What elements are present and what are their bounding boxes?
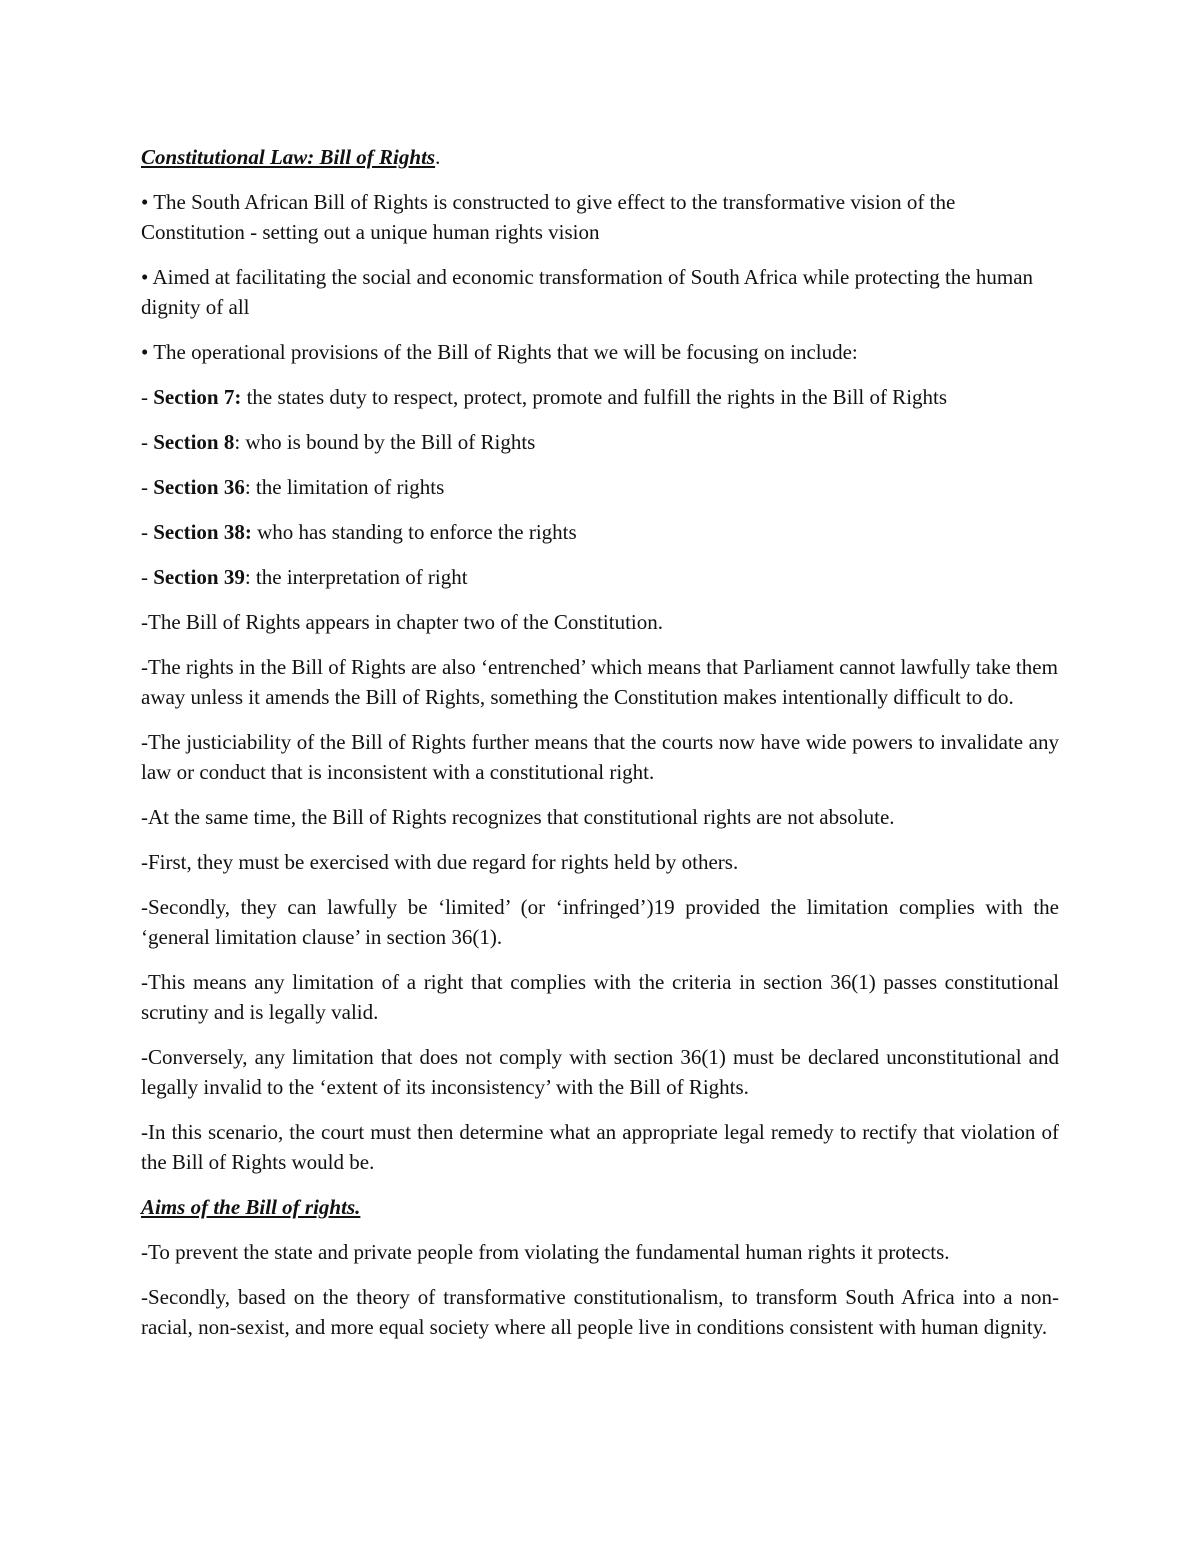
section-label: Section 39 <box>153 565 245 589</box>
aims-paragraph: -Secondly, based on the theory of transformative constitutionalism, to transform South Africa into a non-racial, non-sexist, and more equal society where all people live in conditions consistent with human dignity. <box>141 1285 1059 1339</box>
aims-heading-line <box>141 1192 1059 1222</box>
document-title: Constitutional Law: Bill of Rights <box>141 145 436 169</box>
body-paragraph: -At the same time, the Bill of Rights recognizes that constitutional rights are not absolute. <box>141 805 895 829</box>
bullet-paragraph: • The operational provisions of the Bill of Rights that we will be focusing on include: <box>141 340 858 364</box>
section-prefix: - <box>141 520 154 544</box>
section-text: : the interpretation of right <box>244 565 468 589</box>
body-paragraph: -In this scenario, the court must then determine what an appropriate legal remedy to rectify that violation of the Bill of Rights would be. <box>141 1120 1059 1174</box>
section-item <box>141 472 1059 502</box>
body-paragraph: -This means any limitation of a right that complies with the criteria in section 36(1) passes constitutional scrutiny and is legally valid. <box>141 970 1059 1024</box>
section-prefix: - <box>141 475 154 499</box>
body-paragraph: -Secondly, they can lawfully be ‘limited’ (or ‘infringed’)19 provided the limitation complies with the ‘general limitation clause’ in section 36(1). <box>141 895 1059 949</box>
section-prefix: - <box>141 565 154 589</box>
section-prefix: - <box>141 430 154 454</box>
bullet-paragraph: • The South African Bill of Rights is constructed to give effect to the transformative vision of the Constitution - setting out a unique human rights vision <box>141 190 956 244</box>
aims-heading: Aims of the Bill of rights. <box>141 1195 361 1219</box>
title-period: . <box>435 145 441 169</box>
aims-paragraph: -To prevent the state and private people from violating the fundamental human rights it protects. <box>141 1240 950 1264</box>
section-label: Section 36 <box>153 475 245 499</box>
body-paragraph: -The Bill of Rights appears in chapter two of the Constitution. <box>141 610 663 634</box>
document-title-line <box>141 142 1059 172</box>
section-text: : who is bound by the Bill of Rights <box>234 430 536 454</box>
section-label: Section 7: <box>153 385 242 409</box>
section-item <box>141 427 1059 457</box>
section-prefix: - <box>141 385 154 409</box>
section-text: the states duty to respect, protect, promote and fulfill the rights in the Bill of Rights <box>241 385 948 409</box>
section-label: Section 8 <box>153 430 235 454</box>
body-paragraph: -First, they must be exercised with due regard for rights held by others. <box>141 850 739 874</box>
section-text: : the limitation of rights <box>244 475 445 499</box>
body-paragraph: -The justiciability of the Bill of Rights further means that the courts now have wide powers to invalidate any law or conduct that is inconsistent with a constitutional right. <box>141 730 1059 784</box>
section-label: Section 38: <box>153 520 252 544</box>
section-item <box>141 382 1059 412</box>
document-page <box>141 142 1059 1357</box>
section-text: who has standing to enforce the rights <box>251 520 577 544</box>
section-item <box>141 517 1059 547</box>
bullet-paragraph: • Aimed at facilitating the social and economic transformation of South Africa while protecting the human dignity of all <box>141 265 1034 319</box>
body-paragraph: -Conversely, any limitation that does not comply with section 36(1) must be declared unconstitutional and legally invalid to the ‘extent of its inconsistency’ with the Bill of Rights. <box>141 1045 1059 1099</box>
section-item <box>141 562 1059 592</box>
body-paragraph: -The rights in the Bill of Rights are also ‘entrenched’ which means that Parliament cannot lawfully take them away unless it amends the Bill of Rights, something the Constitution makes intentionally difficult to do. <box>141 655 1058 709</box>
